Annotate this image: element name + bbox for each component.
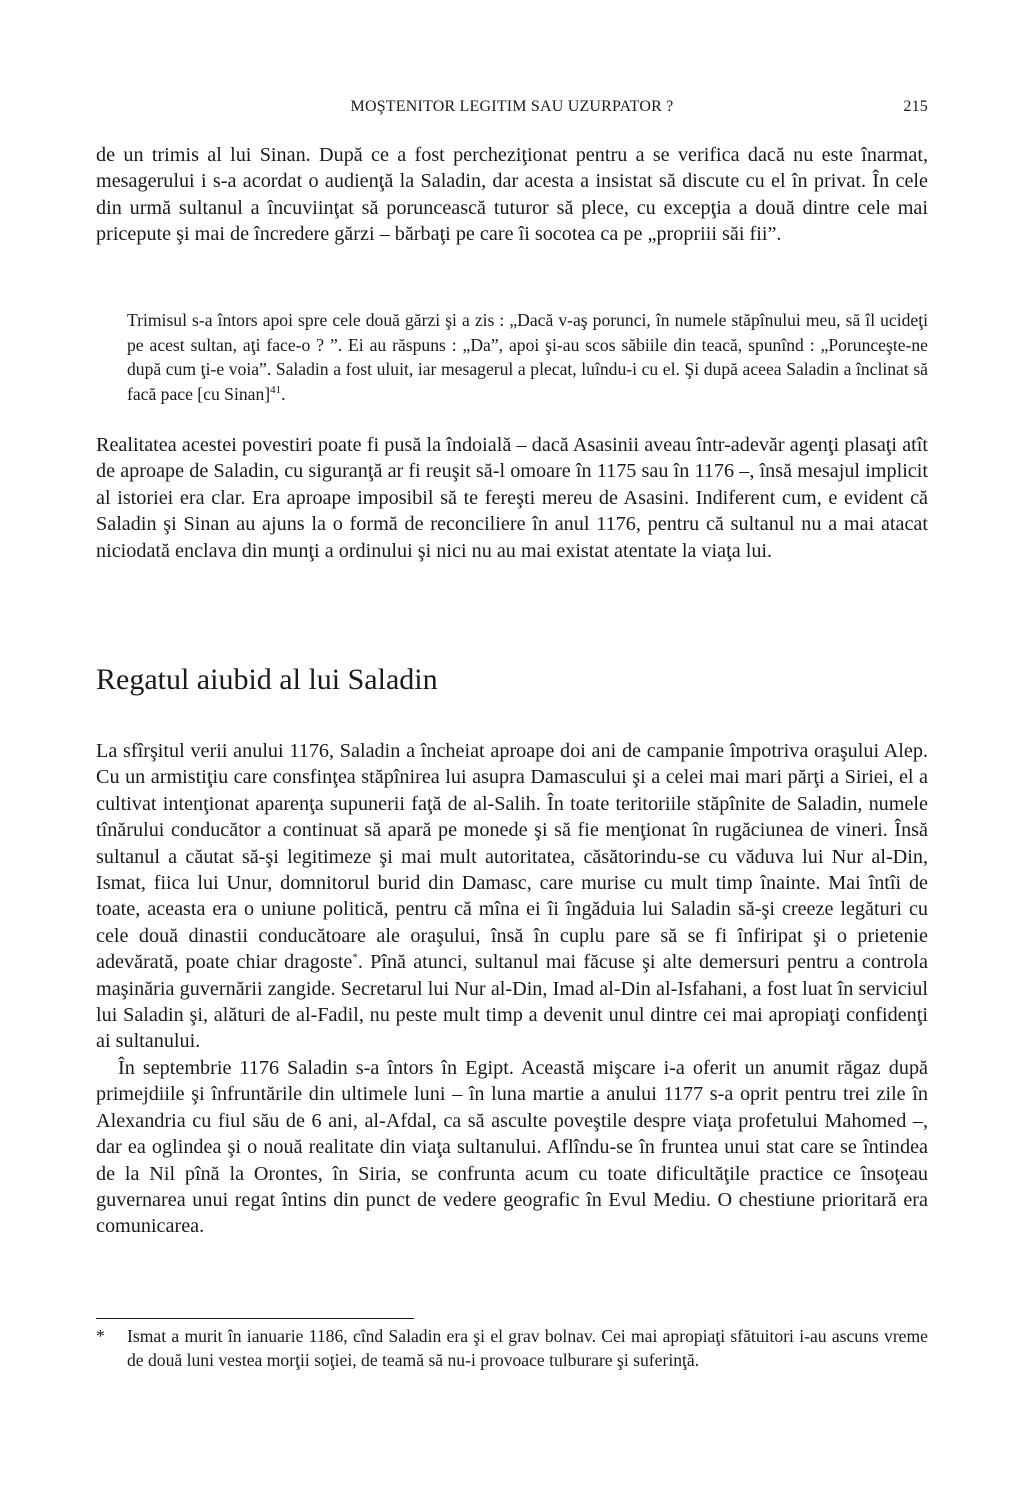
running-head-title: MOŞTENITOR LEGITIM SAU UZURPATOR ?: [350, 98, 674, 115]
section-body: [96, 738, 928, 1240]
paragraph-3-text-b: . Pînă atunci, sultanul mai făcuse şi alte demersuri pentru a controla maşinăria guvernării zangide. Secretarul lui Nur al-Din, Imad al-Din al-Isfahani, a fost luat în serviciul lui Saladin şi, alături de al-Fadil, nu peste mult timp a devenit unul dintre cei mai apropiaţi confidenţi ai sultanului.: [96, 951, 928, 1053]
block-quote-body: Trimisul s-a întors apoi spre cele două gărzi şi a zis : „Dacă v-aş porunci, în numele stăpînului meu, să îl ucideţi pe acest sultan, aţi face-o ? ”. Ei au răspuns : „Da”, apoi şi-au scos săbiile din teacă, spunînd : „Porunceşte-ne după cum ţi-e voia”. Saladin a fost uluit, iar mesagerul a plecat, luîndu-i cu el. Şi după aceea Saladin a înclinat să facă pace [cu Sinan]: [127, 310, 928, 404]
paragraph-4: În septembrie 1176 Saladin s-a întors în Egipt. Această mişcare i-a oferit un anumit răgaz după primejdiile şi înfruntările din ultimele luni – în luna martie a anului 1177 s-a oprit pentru trei zile în Alexandria cu fiul său de 6 ani, al-Afdal, ca să asculte poveştile despre viaţa profetului Mahomed –, dar ea oglindea şi o nouă realitate din viaţa sultanului. Aflîndu-se în fruntea unui stat care se întindea de la Nil pînă la Orontes, în Siria, se confrunta acum cu toate dificultăţile practice ce însoţeau guvernarea unui regat întins din punct de vedere geografic în Evul Mediu. O chestiune prioritară era comunicarea.: [96, 1056, 928, 1238]
running-head: [96, 98, 928, 122]
footnote-mark: *: [96, 1326, 105, 1346]
footnote-text: Ismat a murit în ianuarie 1186, cînd Saladin era şi el grav bolnav. Cei mai apropiaţi sfătuitori i-au ascuns vreme de două luni vestea morţii soţiei, de teamă să nu-i provoace tulburare şi suferinţă.: [127, 1326, 928, 1370]
paragraph-1: [96, 142, 928, 248]
footnote-ref-asterisk: *: [352, 951, 358, 964]
page-number: 215: [903, 98, 928, 115]
footnote: [96, 1325, 928, 1372]
paragraph-2-text: Realitatea acestei povestiri poate fi pusă la îndoială – dacă Asasinii aveau într-adevăr agenţi plasaţi atît de aproape de Saladin, cu siguranţă ar fi reuşit să-l omoare în 1175 sau în 1176 –, însă mesajul implicit al istoriei era clar. Era aproape imposibil să te fereşti mereu de Asasini. Indiferent cum, e evident că Saladin şi Sinan au ajuns la o formă de reconciliere în anul 1176, pentru că sultanul nu a mai atacat niciodată enclava din munţi a ordinului şi nici nu au mai existat atentate la viaţa lui.: [96, 434, 928, 562]
section-heading: Regatul aiubid al lui Saladin: [96, 663, 438, 696]
paragraph-1-text: de un trimis al lui Sinan. După ce a fost percheziţionat pentru a se verifica dacă nu este înarmat, mesagerului i s-a acordat o audienţă la Saladin, dar acesta a insistat să discute cu el în privat. În cele din urmă sultanul a încuviinţat să poruncească tuturor să plece, cu excepţia a două dintre cele mai pricepute şi mai de încredere gărzi – bărbaţi pe care îi socotea ca pe „propriii săi fii”.: [96, 144, 928, 246]
endnote-ref-41: 41: [270, 383, 282, 396]
paragraph-3: [96, 738, 928, 1055]
paragraph-2: [96, 432, 928, 564]
block-quote-end: .: [281, 383, 286, 404]
footnote-divider: [96, 1318, 414, 1319]
block-quote-text: [127, 308, 928, 406]
block-quote: [127, 308, 928, 406]
paragraph-3-text-a: La sfîrşitul verii anului 1176, Saladin a încheiat aproape doi ani de campanie împotriva oraşului Alep. Cu un armistiţiu care consfinţea stăpînirea lui asupra Damascului şi a celei mai mari părţi a Siriei, el a cultivat intenţionat aparenţa supunerii faţă de al-Salih. În toate teritoriile stăpînite de Saladin, numele tînărului conducător a continuat să apară pe monede şi să fie menţionat în rugăciunea de vineri. Însă sultanul a căutat să-şi legitimeze şi mai mult autoritatea, căsătorindu-se cu văduva lui Nur al-Din, Ismat, fiica lui Unur, domnitorul burid din Damasc, care murise cu mult timp înainte. Mai întîi de toate, aceasta era o uniune politică, pentru că mîna ei îi îngăduia lui Saladin să-şi creeze legături cu cele două dinastii conducătoare ale oraşului, însă în cuplu pare să se fi înfiripat şi o prietenie adevărată, poate chiar dragoste: [96, 740, 928, 974]
